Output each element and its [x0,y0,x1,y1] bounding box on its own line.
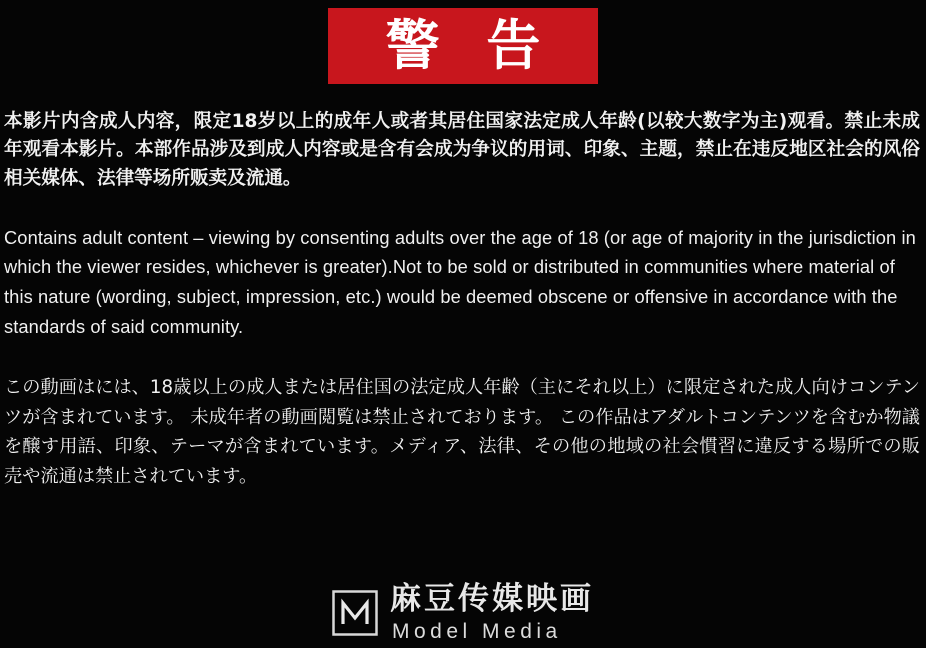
notice-text-block [0,108,926,491]
brand-name-english: Model Media [392,620,562,643]
notice-paragraph-chinese: 本影片内含成人内容，限定18岁以上的成年人或者其居住国家法定成人年龄(以较大数字为主)观看。禁止未成年观看本影片。本部作品涉及到成人内容或是含有会成为争议的用词、印象、主题，禁止在违反地区社会的风俗相关媒体、法律等场所贩卖及流通。 [4,111,920,189]
brand-logo-text [390,581,594,643]
warning-banner-container [0,0,926,84]
brand-logo [0,581,926,643]
notice-paragraph-japanese: この動画はには、18歳以上の成人または居住国の法定成人年齢（主にそれ以上）に限定された成人向けコンテンツが含まれています。 未成年者の動画閲覧は禁止されております。 この作品はアダルトコンテンツを含むか物議を醸す用語、印象、テーマが含まれています。メディア、法律、その他の地域の社会慣習に違反する場所での販売や流通は禁止されています。 [4,377,920,487]
model-media-m-logo-icon [332,590,378,636]
brand-name-chinese: 麻豆传媒映画 [390,581,594,617]
warning-banner: 警 告 [328,8,598,84]
notice-paragraph-english: Contains adult content – viewing by consenting adults over the age of 18 (or age of majority in the jurisdiction in which the viewer resides, whichever is greater).Not to be sold or distributed in communities where material of this nature (wording, subject, impression, etc.) would be deemed obscene or offensive in accordance with the standards of said community. [4,226,916,337]
